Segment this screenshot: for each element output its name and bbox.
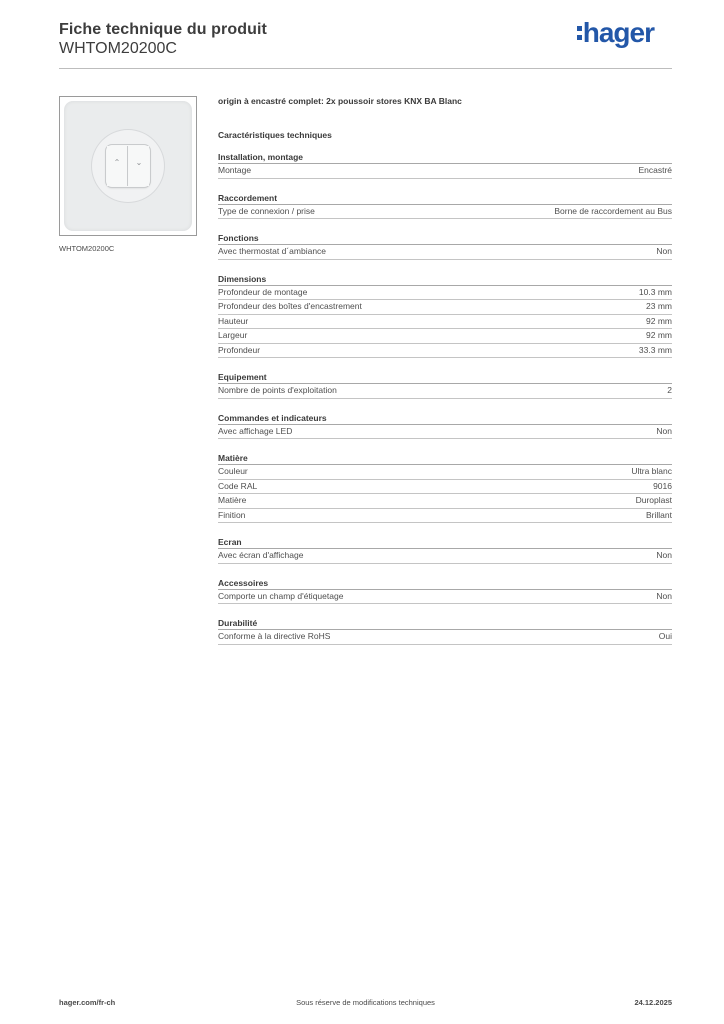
footer-website: hager.com/fr-ch [59,998,116,1007]
spec-row [218,329,672,344]
spec-section [218,453,672,523]
spec-label: Profondeur des boîtes d'encastrement [218,301,362,311]
spec-label: Code RAL [218,480,258,491]
spec-value: Oui [658,631,672,641]
spec-row [218,509,672,524]
footer-date: 24.12.2025 [634,998,672,1007]
spec-row [218,549,672,564]
spec-row [218,286,672,301]
spec-value: Brillant [646,509,672,520]
switch-cover-plate [64,101,192,231]
characteristics-heading: Caractéristiques techniques [218,130,332,140]
spec-label: Avec thermostat d´ambiance [218,246,327,256]
spec-content [218,96,672,645]
spec-row [218,590,672,605]
arrow-down-icon: ⌄ [135,158,143,167]
spec-row [218,630,672,645]
spec-label: Avec écran d'affichage [218,550,304,560]
section-title: Installation, montage [218,152,672,164]
footer-disclaimer: Sous réserve de modifications techniques [296,998,435,1007]
spec-label: Profondeur [218,344,261,355]
spec-label: Conforme à la directive RoHS [218,631,331,641]
spec-label: Nombre de points d'exploitation [218,385,337,395]
section-title: Ecran [218,537,672,549]
spec-row [218,344,672,359]
page-title: Fiche technique du produit [59,21,267,38]
spec-label: Profondeur de montage [218,286,308,297]
spec-label: Matière [218,495,247,505]
page-footer [59,998,672,1010]
product-description: origin à encastré complet: 2x poussoir stores KNX BA Blanc [218,96,462,106]
spec-value: 2 [667,385,672,395]
section-title: Fonctions [218,233,672,245]
spec-row [218,384,672,399]
spec-row [218,465,672,480]
spec-label: Finition [218,509,246,520]
section-title: Equipement [218,372,672,384]
spec-value: Encastré [638,165,672,175]
spec-section [218,372,672,399]
switch-ring [92,130,164,202]
product-code: WHTOM20200C [59,40,177,57]
spec-value: 10.3 mm [638,286,672,297]
section-title: Accessoires [218,578,672,590]
spec-label: Montage [218,165,252,175]
spec-sections [218,152,672,645]
spec-label: Avec affichage LED [218,425,293,436]
spec-value: Borne de raccordement au Bus [554,205,672,216]
section-title: Durabilité [218,618,672,630]
spec-section [218,274,672,359]
spec-value: 9016 [653,480,672,491]
section-title: Raccordement [218,193,672,205]
spec-row [218,205,672,220]
page-header [59,17,672,70]
spec-value: Non [656,590,672,601]
spec-value: Non [656,550,672,560]
spec-value: Duroplast [635,495,672,505]
double-rocker-switch [106,145,150,187]
product-image [59,96,197,236]
section-title: Matière [218,453,672,465]
spec-row [218,245,672,260]
spec-label: Largeur [218,330,248,340]
hager-logo [577,17,654,49]
spec-row [218,164,672,179]
spec-row [218,315,672,330]
spec-section [218,193,672,220]
spec-row [218,300,672,315]
spec-row [218,425,672,440]
logo-text: hager [582,17,654,48]
spec-section [218,152,672,179]
spec-section [218,537,672,564]
spec-section [218,413,672,440]
spec-section [218,618,672,645]
spec-value: 92 mm [646,330,672,340]
spec-value: Non [656,425,672,436]
spec-row [218,494,672,509]
arrow-up-icon: ⌃ [113,158,121,167]
spec-label: Type de connexion / prise [218,205,315,216]
section-title: Dimensions [218,274,672,286]
header-divider [59,68,672,69]
spec-value: Ultra blanc [631,466,672,476]
spec-value: 33.3 mm [638,344,672,355]
spec-value: 92 mm [646,315,672,326]
spec-row [218,480,672,495]
image-caption: WHTOM20200C [59,244,115,253]
spec-label: Couleur [218,466,248,476]
spec-label: Hauteur [218,315,249,326]
spec-section [218,233,672,260]
spec-label: Comporte un champ d'étiquetage [218,590,344,601]
spec-section [218,578,672,605]
logo-colon-icon [577,24,582,42]
spec-value: 23 mm [646,301,672,311]
section-title: Commandes et indicateurs [218,413,672,425]
spec-value: Non [656,246,672,256]
